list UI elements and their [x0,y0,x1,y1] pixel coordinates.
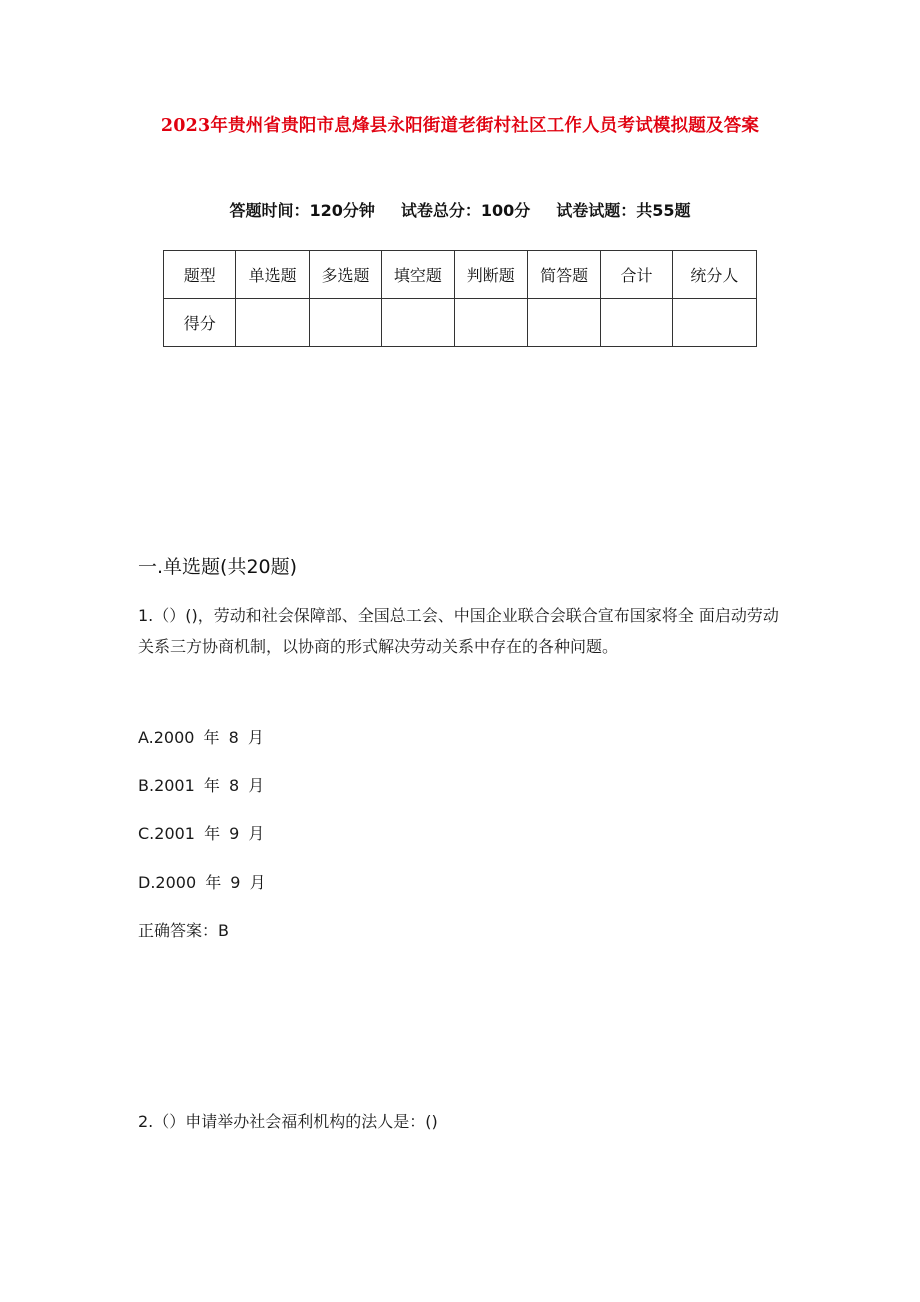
score-header-cell: 判断题 [454,251,527,299]
score-cell [672,299,756,347]
score-header-cell: 填空题 [382,251,454,299]
score-header-cell: 多选题 [309,251,381,299]
score-cell [454,299,527,347]
section-heading: 一.单选题(共20题) [138,556,298,578]
score-cell [309,299,381,347]
score-header-cell: 题型 [164,251,236,299]
score-table-row [164,299,757,347]
score-table-header-row [164,251,757,299]
score-header-cell: 统分人 [672,251,756,299]
question-1-option-d: D.2000 年 9 月 [138,873,266,892]
score-cell [527,299,600,347]
question-1-option-c: C.2001 年 9 月 [138,824,265,843]
exam-question-count: 试卷试题：共55题 [556,201,691,220]
document-title: 2023年贵州省贵阳市息烽县永阳街道老街村社区工作人员考试模拟题及答案 [160,116,760,136]
exam-time: 答题时间：120分钟 [229,201,375,220]
score-header-cell: 单选题 [236,251,309,299]
score-cell [601,299,672,347]
exam-total-score: 试卷总分：100分 [400,201,531,220]
exam-meta [0,198,920,221]
score-cell [236,299,309,347]
score-header-cell: 合计 [601,251,672,299]
question-1-option-b: B.2001 年 8 月 [138,776,265,795]
score-header-cell: 简答题 [527,251,600,299]
score-row-label: 得分 [164,299,236,347]
question-1-text: 1.（）()，劳动和社会保障部、全国总工会、中国企业联合会联合宣布国家将全 面启动劳动关系三方协商机制，以协商的形式解决劳动关系中存在的各种问题。 [138,606,779,656]
question-1-option-a: A.2000 年 8 月 [138,728,264,747]
score-table [163,250,757,347]
question-1-answer: 正确答案：B [138,921,229,940]
score-cell [382,299,454,347]
question-2-text: 2.（）申请举办社会福利机构的法人是：() [138,1112,438,1131]
